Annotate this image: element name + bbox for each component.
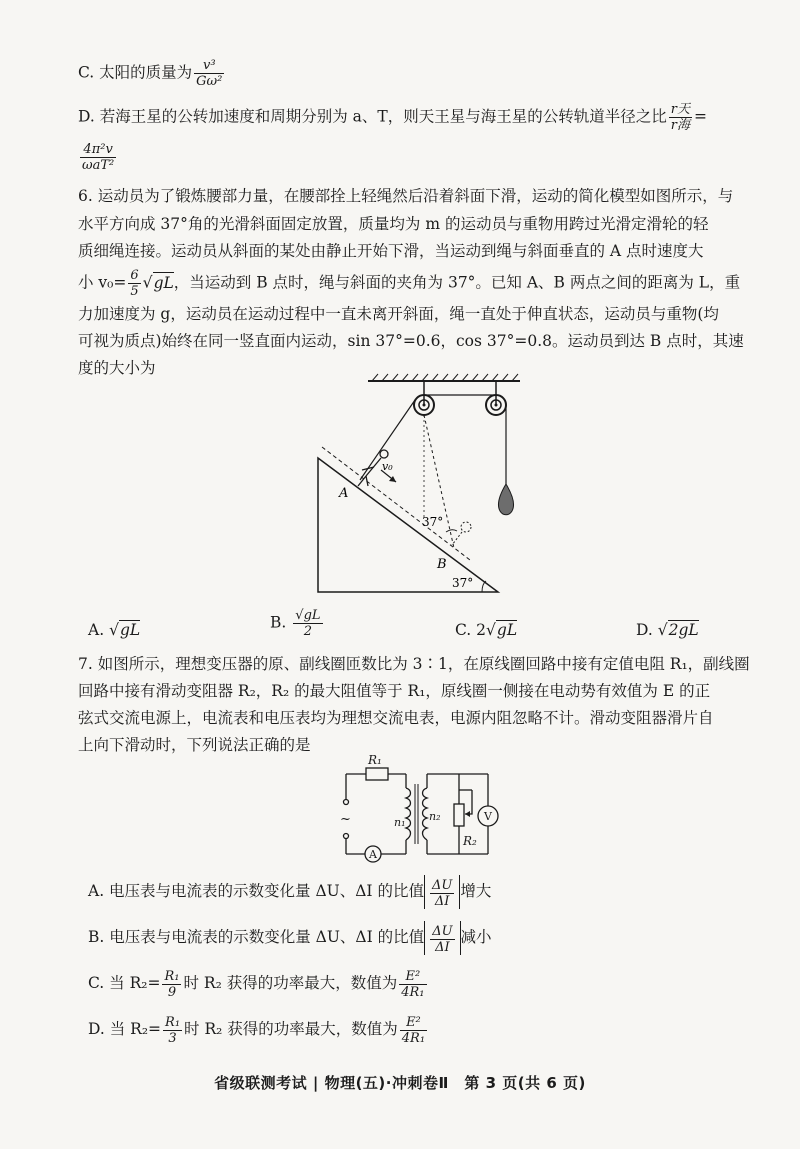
v0-label: v₀ xyxy=(382,460,393,473)
r2-resistor xyxy=(454,804,464,826)
point-b-label: B xyxy=(437,557,447,572)
q6-choice-d[interactable]: D. √2gL xyxy=(636,621,699,639)
primary-coil xyxy=(406,788,411,840)
q5-d-ratio: $\frac{\text{r天}}{\text{r海}}$ xyxy=(670,102,690,133)
ammeter-label: A xyxy=(369,848,377,861)
q5-option-d-value: $\frac{\text{4π²v}}{\text{ωaT²}}$ xyxy=(82,142,115,173)
hanging-weight xyxy=(498,484,513,515)
page-footer: 省级联测考试 | 物理(五)·冲刺卷Ⅱ 第 3 页(共 6 页) xyxy=(214,1074,586,1092)
q5-option-c: C. 太阳的质量为 $\frac{\text{v³}}{\text{Gω²}}$ xyxy=(78,58,223,89)
q6-choice-b[interactable]: B. $\frac{√gL}{2}$ xyxy=(270,608,321,639)
voltmeter-label: V xyxy=(484,810,492,823)
q7-option-c[interactable]: C. 当 R₂= $\frac{\text{R₁}}{9}$ 时 R₂ 获得的功率最大，数值为 $\frac{\text{E²}}{\text{4R₁}}$ xyxy=(88,968,425,1000)
secondary-coil xyxy=(423,788,428,840)
n1-label: n₁ xyxy=(394,816,406,829)
r1-resistor xyxy=(366,768,388,780)
q6-choice-a[interactable]: A. √gL xyxy=(88,621,141,639)
q6-incline-figure xyxy=(300,372,530,600)
q5-option-d: D. 若海王星的公转加速度和周期分别为 a、T，则天王星与海王星的公转轨道半径之比 $\frac{\text{r天}}{\text{r海}}$ = xyxy=(78,102,707,133)
athlete-b-icon xyxy=(452,522,471,545)
q6-line4: 小 v₀= $\frac{6}{5}$ √gL，当运动到 B 点时，绳与斜面的夹角为 37°。已知 A、B 两点之间的距离为 L，重 xyxy=(78,268,741,299)
q7-option-d[interactable]: D. 当 R₂= $\frac{\text{R₁}}{3}$ 时 R₂ 获得的功率最大，数值为 $\frac{\text{E²}}{\text{4R₁}}$ xyxy=(88,1014,426,1046)
q6-choice-c[interactable]: C. 2√gL xyxy=(455,621,518,639)
n2-label: n₂ xyxy=(429,810,441,823)
point-a-label: A xyxy=(339,486,349,501)
r1-label: R₁ xyxy=(368,753,382,767)
angle-top-label: 37° xyxy=(422,515,444,529)
q7-option-a[interactable]: A. 电压表与电流表的示数变化量 ΔU、ΔI 的比值 $\frac{\Delta U}{\Delta I}$ 增大 xyxy=(88,874,491,909)
angle-bottom-label: 37° xyxy=(452,576,474,590)
q5-c-fraction: $\frac{\text{v³}}{\text{Gω²}}$ xyxy=(196,58,223,89)
ac-source-icon: ~ xyxy=(340,812,351,827)
q7-circuit-figure xyxy=(330,742,520,866)
r2-label: R₂ xyxy=(463,834,477,848)
q7-option-b[interactable]: B. 电压表与电流表的示数变化量 ΔU、ΔI 的比值 $\frac{\Delta U}{\Delta I}$ 减小 xyxy=(88,920,492,955)
